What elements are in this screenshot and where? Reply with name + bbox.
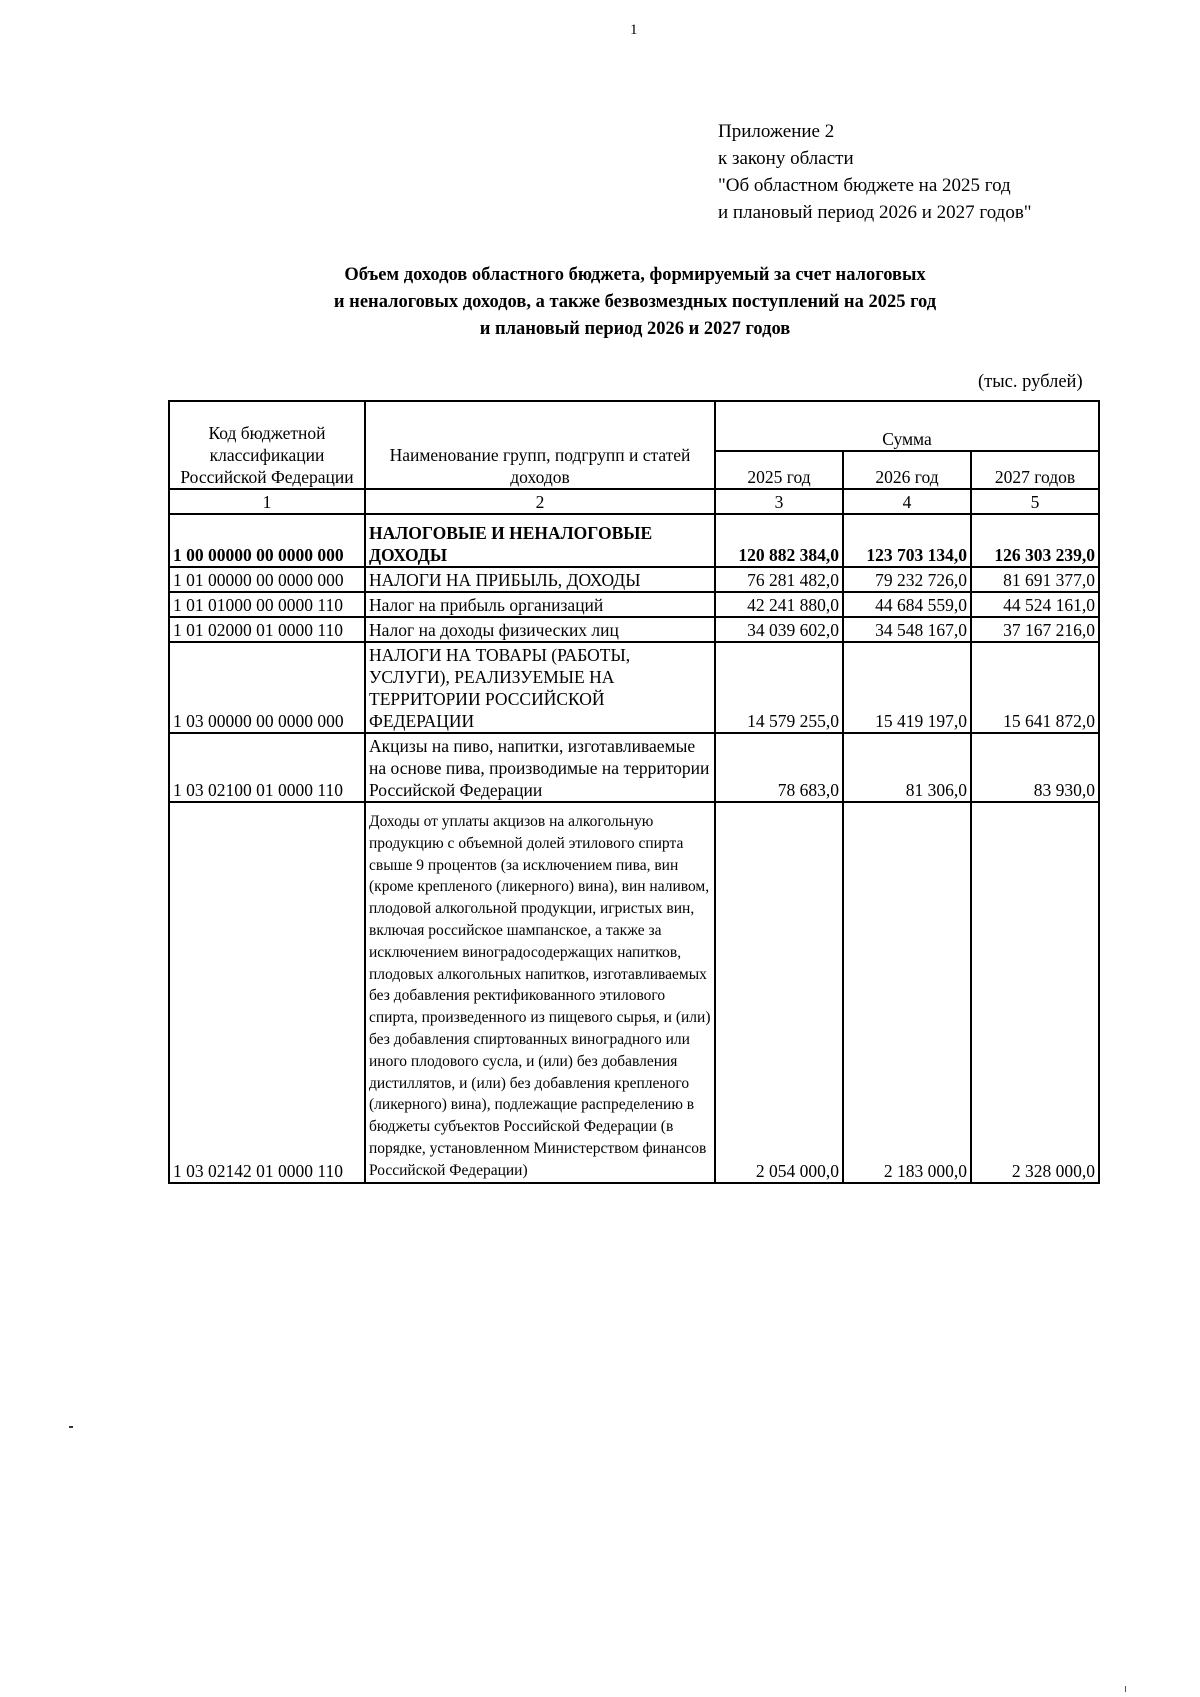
row-value-2026: 15 419 197,0 xyxy=(843,642,971,733)
header-code: Код бюджетной классификации Российской Федерации xyxy=(169,401,365,489)
row-value-2026: 34 548 167,0 xyxy=(843,617,971,642)
column-number: 1 xyxy=(169,489,365,514)
row-value-2027: 37 167 216,0 xyxy=(971,617,1099,642)
row-value-2025: 78 683,0 xyxy=(715,733,843,802)
row-value-2026: 44 684 559,0 xyxy=(843,592,971,617)
row-name: НАЛОГОВЫЕ И НЕНАЛОГОВЫЕ ДОХОДЫ xyxy=(365,514,715,567)
row-code: 1 03 02142 01 0000 110 xyxy=(169,802,365,1183)
table-row xyxy=(169,567,1099,592)
row-name: НАЛОГИ НА ПРИБЫЛЬ, ДОХОДЫ xyxy=(365,567,715,592)
row-value-2027: 2 328 000,0 xyxy=(971,802,1099,1183)
appendix-line: "Об областном бюджете на 2025 год xyxy=(718,175,1011,196)
table-row xyxy=(169,802,1099,1183)
row-value-2027: 126 303 239,0 xyxy=(971,514,1099,567)
table-row xyxy=(169,592,1099,617)
title-line: Объем доходов областного бюджета, формируемый за счет налоговых xyxy=(344,265,926,285)
column-number-row xyxy=(169,489,1099,514)
row-value-2027: 44 524 161,0 xyxy=(971,592,1099,617)
row-name: НАЛОГИ НА ТОВАРЫ (РАБОТЫ, УСЛУГИ), РЕАЛИЗУЕМЫЕ НА ТЕРРИТОРИИ РОССИЙСКОЙ ФЕДЕРАЦИИ xyxy=(365,642,715,733)
row-code: 1 01 00000 00 0000 000 xyxy=(169,567,365,592)
document-title xyxy=(0,262,1200,343)
title-line: и плановый период 2026 и 2027 годов xyxy=(479,319,791,339)
row-code: 1 03 02100 01 0000 110 xyxy=(169,733,365,802)
row-value-2026: 81 306,0 xyxy=(843,733,971,802)
row-value-2026: 79 232 726,0 xyxy=(843,567,971,592)
row-code: 1 03 00000 00 0000 000 xyxy=(169,642,365,733)
row-value-2025: 120 882 384,0 xyxy=(715,514,843,567)
row-code: 1 01 02000 01 0000 110 xyxy=(169,617,365,642)
units-label: (тыс. рублей) xyxy=(978,372,1083,392)
row-value-2026: 123 703 134,0 xyxy=(843,514,971,567)
scan-speck xyxy=(69,1426,73,1428)
header-name: Наименование групп, подгрупп и статей доходов xyxy=(365,401,715,489)
appendix-block xyxy=(718,118,1032,226)
row-value-2025: 14 579 255,0 xyxy=(715,642,843,733)
header-year-2027: 2027 годов xyxy=(971,451,1099,489)
revenue-table xyxy=(168,400,1100,1184)
header-sum: Сумма xyxy=(715,401,1099,451)
table-row xyxy=(169,642,1099,733)
column-number: 3 xyxy=(715,489,843,514)
row-name: Доходы от уплаты акцизов на алкогольную продукцию с объемной долей этилового спирта свыше 9 процентов (за исключением пива, вин (кроме крепленого (ликерного) вина), вин наливом, плодовой алкогольной продукции, игристых вин, включая российское шампанское, а также за исключением виноградосодержащих напитков, плодовых алкогольных напитков, изготавливаемых без добавления ректификованного этилового спирта, произведенного из пищевого сырья, и (или) без добавления спиртованных виноградного или иного плодового сусла, и (или) без добавления дистиллятов, и (или) без добавления крепленого (ликерного) вина), подлежащие распределению в бюджеты субъектов Российской Федерации (в порядке, установленном Министерством финансов Российской Федерации) xyxy=(365,802,715,1183)
row-value-2027: 15 641 872,0 xyxy=(971,642,1099,733)
scan-edge-marks xyxy=(1125,1686,1166,1692)
appendix-line: Приложение 2 xyxy=(718,121,835,142)
header-year-2026: 2026 год xyxy=(843,451,971,489)
row-code: 1 00 00000 00 0000 000 xyxy=(169,514,365,567)
row-value-2026: 2 183 000,0 xyxy=(843,802,971,1183)
header-year-2025: 2025 год xyxy=(715,451,843,489)
column-number: 2 xyxy=(365,489,715,514)
appendix-line: и плановый период 2026 и 2027 годов" xyxy=(718,202,1032,223)
page-number: 1 xyxy=(630,22,638,38)
appendix-line: к закону области xyxy=(718,148,854,169)
column-number: 5 xyxy=(971,489,1099,514)
row-name: Акцизы на пиво, напитки, изготавливаемые на основе пива, производимые на территории Российской Федерации xyxy=(365,733,715,802)
title-line: и неналоговых доходов, а также безвозмездных поступлений на 2025 год xyxy=(333,292,937,312)
row-value-2025: 76 281 482,0 xyxy=(715,567,843,592)
row-value-2025: 2 054 000,0 xyxy=(715,802,843,1183)
table-row xyxy=(169,617,1099,642)
table-row xyxy=(169,514,1099,567)
column-number: 4 xyxy=(843,489,971,514)
row-value-2025: 42 241 880,0 xyxy=(715,592,843,617)
row-value-2025: 34 039 602,0 xyxy=(715,617,843,642)
row-name: Налог на прибыль организаций xyxy=(365,592,715,617)
row-value-2027: 81 691 377,0 xyxy=(971,567,1099,592)
header-row xyxy=(169,401,1099,451)
row-code: 1 01 01000 00 0000 110 xyxy=(169,592,365,617)
row-name: Налог на доходы физических лиц xyxy=(365,617,715,642)
table-row xyxy=(169,733,1099,802)
row-value-2027: 83 930,0 xyxy=(971,733,1099,802)
